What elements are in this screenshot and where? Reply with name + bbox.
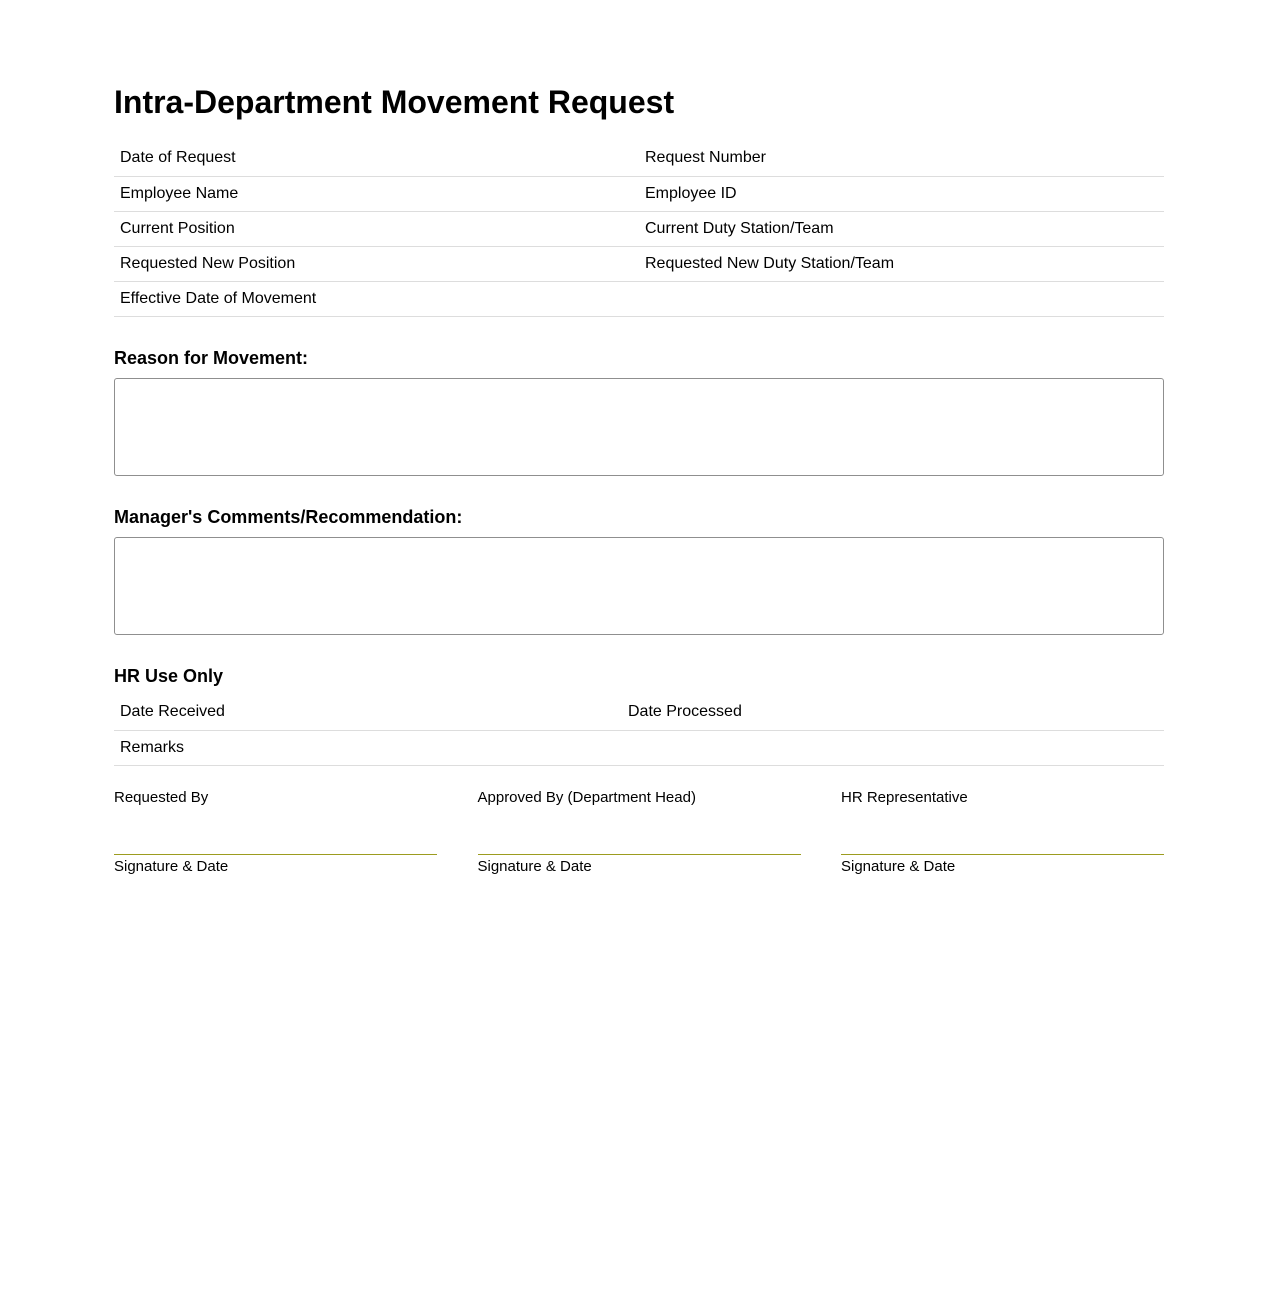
employee-name-field[interactable]: Employee Name [114, 176, 639, 211]
signature-block-requested-by [114, 788, 437, 877]
table-row [114, 141, 1164, 176]
signature-block-approved-by [478, 788, 801, 877]
signature-role-label: HR Representative [841, 789, 968, 806]
date-received-field[interactable]: Date Received [114, 695, 622, 730]
table-row [114, 246, 1164, 281]
signature-section [114, 788, 1164, 877]
table-row [114, 695, 1164, 730]
current-position-field[interactable]: Current Position [114, 211, 639, 246]
signature-caption: Signature & Date [114, 858, 229, 875]
employee-id-field[interactable]: Employee ID [639, 176, 1164, 211]
signature-role-label: Approved By (Department Head) [477, 789, 696, 806]
form-title: Intra-Department Movement Request [114, 84, 675, 120]
hr-use-only-heading: HR Use Only [114, 666, 224, 686]
date-processed-field[interactable]: Date Processed [622, 695, 1164, 730]
table-row [114, 730, 1164, 765]
employee-info-table [114, 141, 1164, 317]
signature-role-label: Requested By [114, 789, 209, 806]
request-number-field[interactable]: Request Number [639, 141, 1164, 176]
signature-caption: Signature & Date [841, 858, 956, 875]
date-of-request-field[interactable]: Date of Request [114, 141, 639, 176]
manager-comments-heading: Manager's Comments/Recommendation: [114, 507, 463, 527]
manager-comments-textarea[interactable] [114, 537, 1164, 635]
signature-block-hr-representative [841, 788, 1164, 877]
reason-heading: Reason for Movement: [114, 348, 309, 368]
table-row [114, 281, 1164, 316]
hr-representative-signature-line[interactable] [841, 833, 1164, 855]
approved-by-signature-line[interactable] [478, 833, 801, 855]
requested-new-duty-station-field[interactable]: Requested New Duty Station/Team [639, 246, 1164, 281]
reason-textarea[interactable] [114, 378, 1164, 476]
table-row [114, 211, 1164, 246]
table-row [114, 176, 1164, 211]
signature-caption: Signature & Date [477, 858, 592, 875]
empty-cell [639, 281, 1164, 316]
requested-by-signature-line[interactable] [114, 833, 437, 855]
remarks-field[interactable]: Remarks [114, 730, 1164, 765]
requested-new-position-field[interactable]: Requested New Position [114, 246, 639, 281]
effective-date-field[interactable]: Effective Date of Movement [114, 281, 639, 316]
current-duty-station-field[interactable]: Current Duty Station/Team [639, 211, 1164, 246]
hr-info-table [114, 695, 1164, 766]
